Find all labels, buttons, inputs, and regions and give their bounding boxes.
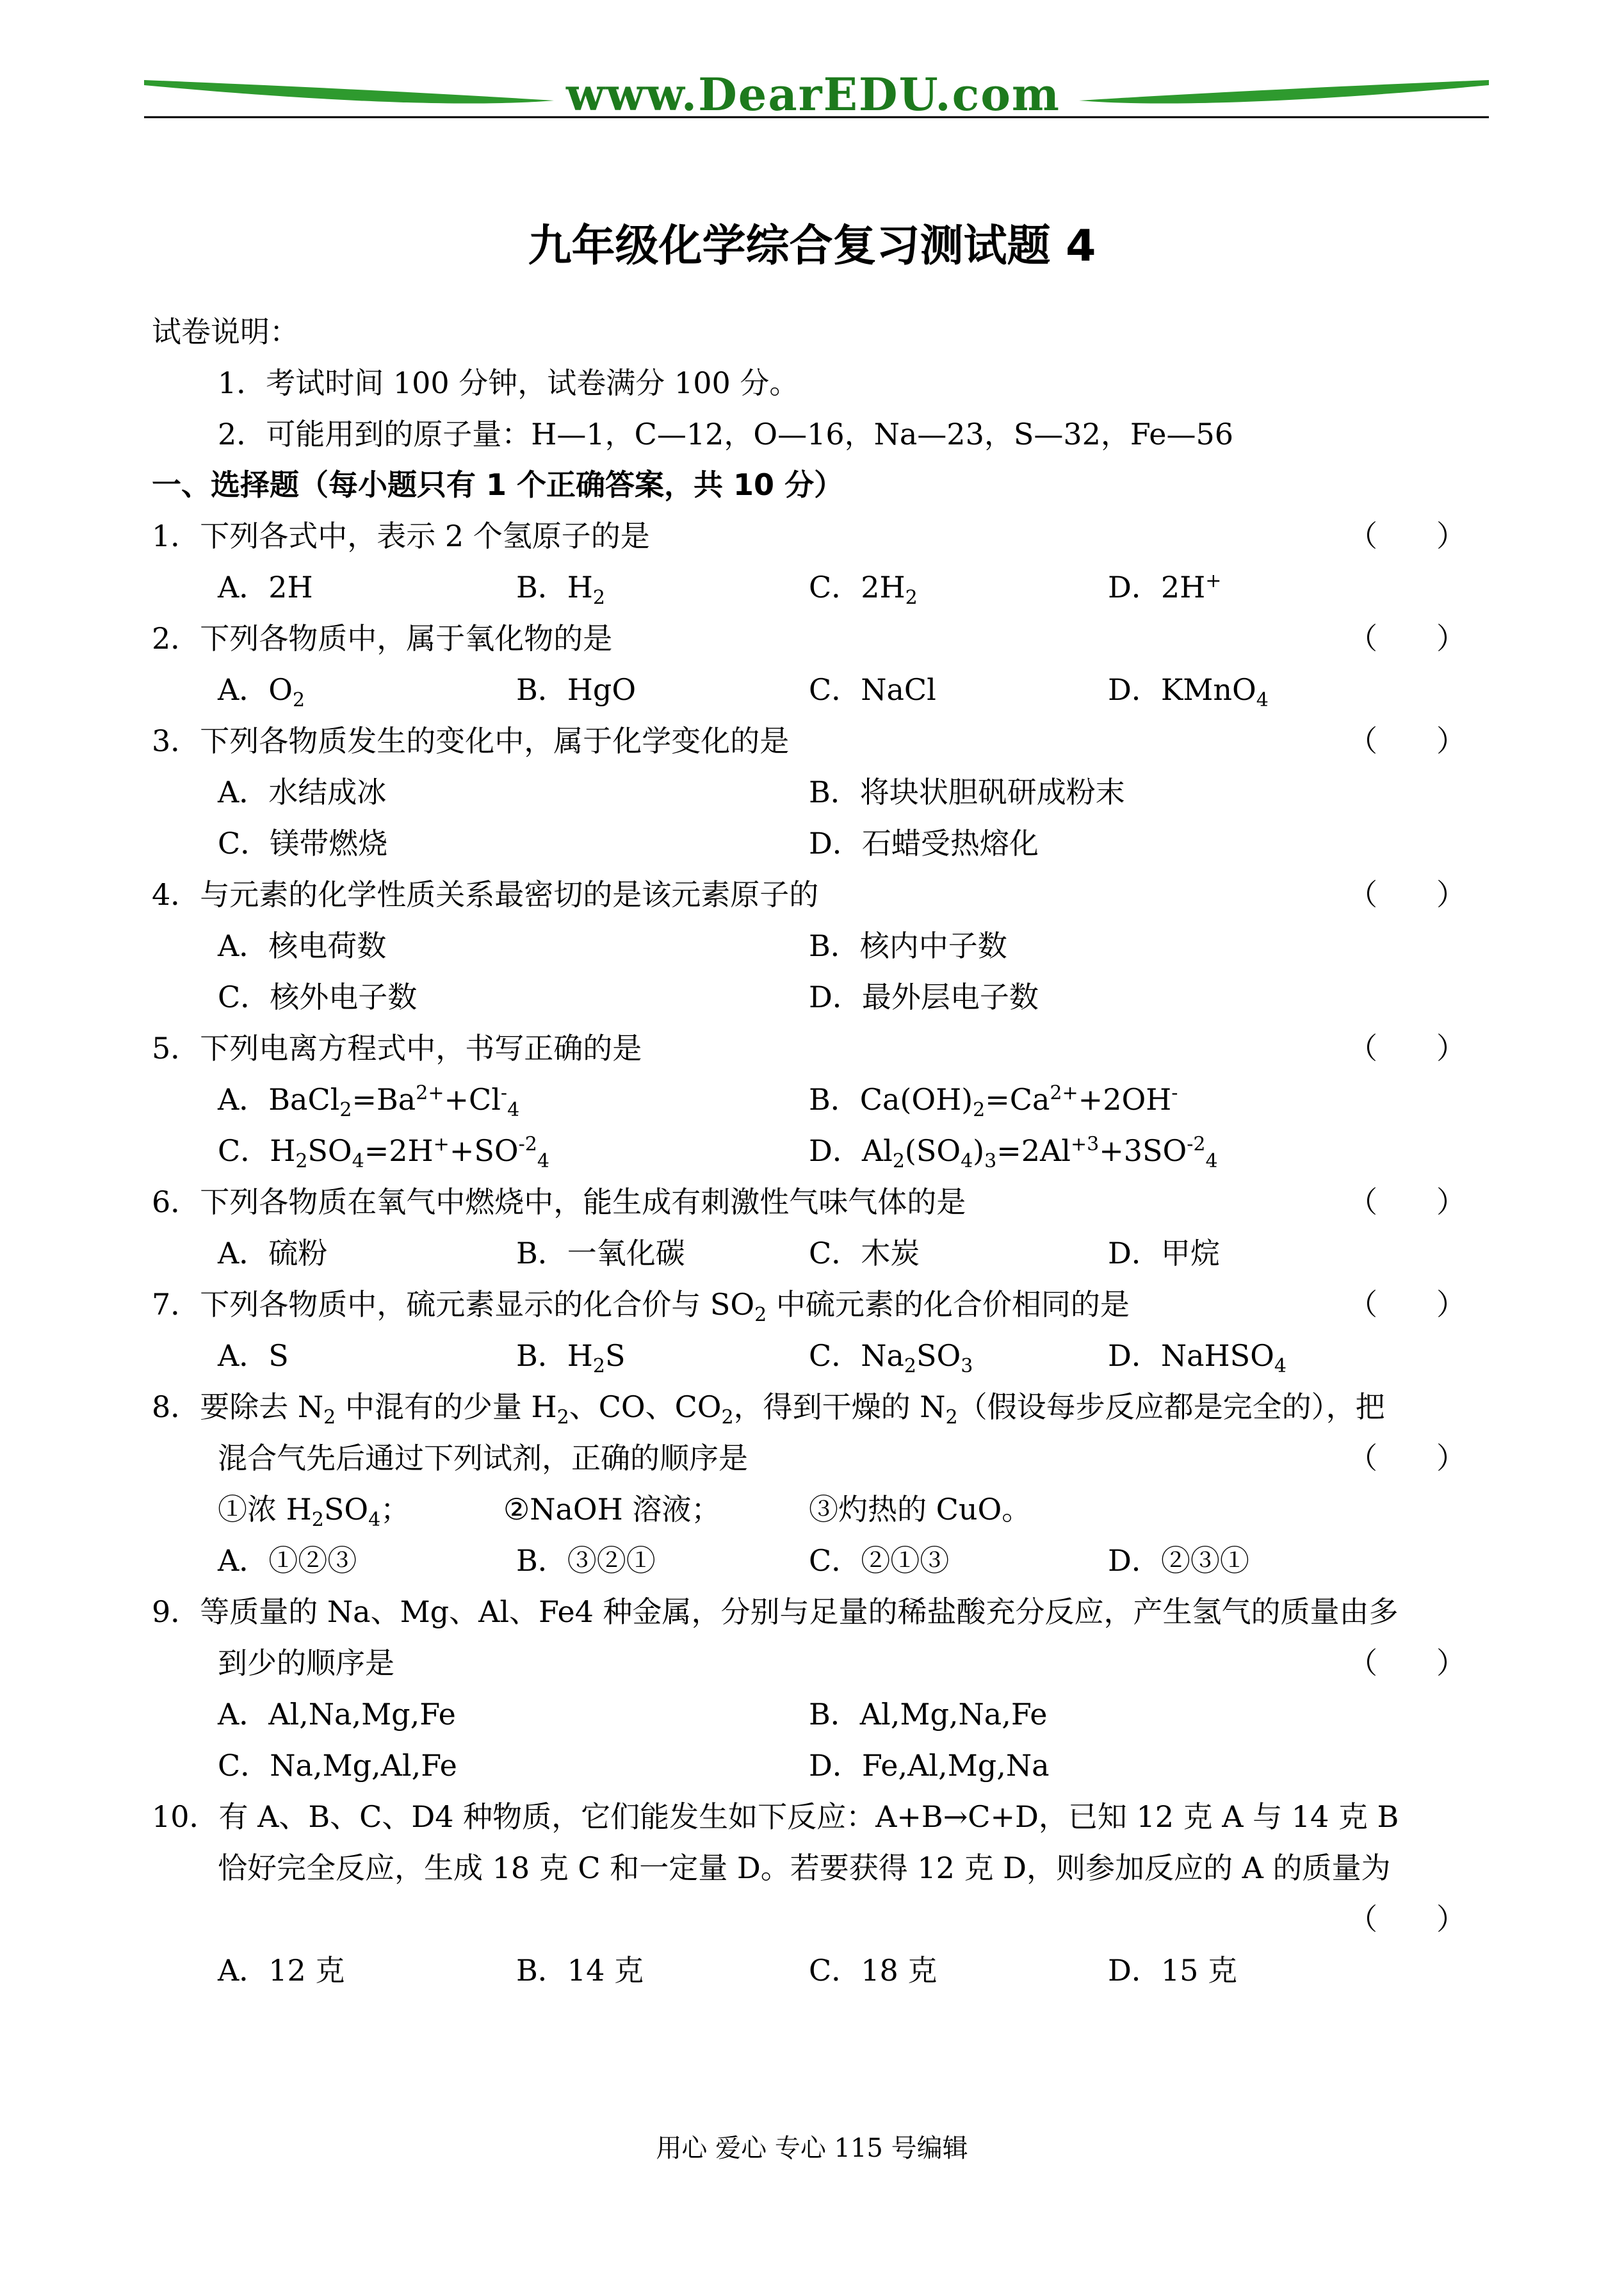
- q3-option-c: C．镁带燃烧: [218, 826, 388, 861]
- answer-blank-6: （ ）: [1348, 1185, 1466, 1219]
- question-7: 7．下列各物质中，硫元素显示的化合价与 $SO_2$ 中硫元素的化合价相同的是: [152, 1287, 1130, 1327]
- question-8-continued: 混合气先后通过下列试剂，正确的顺序是: [218, 1441, 748, 1475]
- q1-option-a: A．2H: [218, 570, 313, 604]
- q2-option-b: B．HgO: [516, 672, 637, 707]
- q1-option-b: B．$H_2$: [516, 570, 606, 610]
- q2-option-d: D．KMnO$_4$: [1108, 672, 1269, 712]
- q2-option-a: A．$O_2$: [218, 672, 305, 712]
- q6-option-a: A．硫粉: [218, 1236, 328, 1270]
- q8-option-b: B．③②①: [516, 1543, 656, 1578]
- q9-option-d: D．Fe,Al,Mg,Na: [809, 1748, 1050, 1783]
- q8-option-c: C．②①③: [809, 1543, 950, 1578]
- q5-option-d: D．$Al_2(SO_4)_3=2Al^{+3}+3SO^{-2}_4$: [809, 1133, 1218, 1173]
- question-2: 2．下列各物质中，属于氧化物的是: [152, 621, 613, 656]
- q9-option-c: C．Na,Mg,Al,Fe: [218, 1748, 457, 1783]
- answer-blank-8: （ ）: [1348, 1441, 1466, 1475]
- q3-option-a: A．水结成冰: [218, 775, 387, 809]
- q9-option-a: A．Al,Na,Mg,Fe: [218, 1697, 456, 1731]
- q5-option-b: B．$Ca(OH)_2=Ca^{2+}+2OH^-$: [809, 1082, 1178, 1122]
- q1-option-d: D．2H+: [1108, 569, 1222, 604]
- answer-blank-4: （ ）: [1348, 877, 1466, 912]
- question-10-continued: 恰好完全反应，生成 18 克 C 和一定量 D。若要获得 12 克 D，则参加反应的 A 的质量为: [218, 1851, 1391, 1885]
- q8-reagent-2: ②NaOH 溶液；: [503, 1492, 721, 1527]
- q7-option-d: D．NaHSO$_4$: [1108, 1338, 1287, 1378]
- q8-option-a: A．①②③: [218, 1543, 357, 1578]
- q4-option-a: A．核电荷数: [218, 929, 387, 963]
- q7-option-b: B．$H_2S$: [516, 1338, 626, 1378]
- question-9: 9．等质量的 Na、Mg、Al、Fe4 种金属，分别与足量的稀盐酸充分反应，产生氢气的质量由多: [152, 1594, 1399, 1629]
- q8-reagent-1: ①浓 $H_2SO_4$；: [218, 1492, 410, 1532]
- question-9-continued: 到少的顺序是: [218, 1646, 394, 1680]
- right-swoosh: [1079, 80, 1489, 104]
- q10-option-a: A．12 克: [218, 1953, 345, 1988]
- page-footer: 用心 爱心 专心 115 号编辑: [656, 2134, 968, 2163]
- q8-option-d: D．②③①: [1108, 1543, 1249, 1578]
- answer-blank-1: （ ）: [1348, 519, 1466, 553]
- q4-option-b: B．核内中子数: [809, 929, 1007, 963]
- q2-option-c: C．NaCl: [809, 672, 936, 707]
- q9-option-b: B．Al,Mg,Na,Fe: [809, 1697, 1048, 1731]
- q6-option-b: B．一氧化碳: [516, 1236, 685, 1270]
- q10-option-d: D．15 克: [1108, 1953, 1238, 1988]
- question-4: 4．与元素的化学性质关系最密切的是该元素原子的: [152, 877, 819, 912]
- q6-option-d: D．甲烷: [1108, 1236, 1220, 1270]
- page-title: 九年级化学综合复习测试题 4: [528, 221, 1096, 272]
- q6-option-c: C．木炭: [809, 1236, 920, 1270]
- q4-option-d: D．最外层电子数: [809, 980, 1039, 1014]
- answer-blank-9: （ ）: [1348, 1646, 1466, 1680]
- question-5: 5．下列电离方程式中，书写正确的是: [152, 1031, 642, 1066]
- answer-blank-10: （ ）: [1348, 1902, 1466, 1936]
- q10-option-b: B．14 克: [516, 1953, 644, 1988]
- answer-blank-7: （ ）: [1348, 1287, 1466, 1322]
- question-10: 10．有 A、B、C、D4 种物质，它们能发生如下反应：A+B→C+D，已知 12 克 A 与 14 克 B: [152, 1799, 1399, 1834]
- q5-option-c: C．$H_2SO_4=2H^++SO^{-2}_4$: [218, 1133, 549, 1173]
- q7-option-a: A．S: [218, 1338, 289, 1373]
- section-heading: 一、选择题（每小题只有 1 个正确答案，共 10 分）: [152, 467, 844, 502]
- left-swoosh: [144, 80, 554, 104]
- q8-reagent-3: ③灼热的 CuO。: [809, 1492, 1032, 1527]
- site-logo-text: www.DearEDU.com: [565, 68, 1060, 121]
- question-3: 3．下列各物质发生的变化中，属于化学变化的是: [152, 724, 790, 758]
- question-1: 1．下列各式中，表示 2 个氢原子的是: [152, 519, 650, 553]
- answer-blank-3: （ ）: [1348, 724, 1466, 758]
- q3-option-b: B．将块状胆矾研成粉末: [809, 775, 1125, 809]
- answer-blank-5: （ ）: [1348, 1031, 1466, 1066]
- q1-option-c: C．$2H_2$: [809, 570, 918, 610]
- question-6: 6．下列各物质在氧气中燃烧中，能生成有刺激性气味气体的是: [152, 1185, 966, 1219]
- q4-option-c: C．核外电子数: [218, 980, 418, 1014]
- answer-blank-2: （ ）: [1348, 621, 1466, 656]
- instruction-item-2: 2．可能用到的原子量：H—1，C—12，O—16，Na—23，S—32，Fe—56: [218, 417, 1234, 451]
- q5-option-a: A．$BaCl_2=Ba^{2+}+Cl^-_4$: [218, 1082, 520, 1122]
- q7-option-c: C．$Na_2SO_3$: [809, 1338, 973, 1378]
- question-8: 8．要除去 $N_2$ 中混有的少量 $H_2$、CO、$CO_2$，得到干燥的 $N_2$（假设每步反应都是完全的），把: [152, 1390, 1385, 1429]
- instruction-item-1: 1．考试时间 100 分钟，试卷满分 100 分。: [218, 366, 799, 400]
- q3-option-d: D．石蜡受热熔化: [809, 826, 1039, 861]
- instructions-label: 试卷说明：: [152, 314, 299, 349]
- q10-option-c: C．18 克: [809, 1953, 938, 1988]
